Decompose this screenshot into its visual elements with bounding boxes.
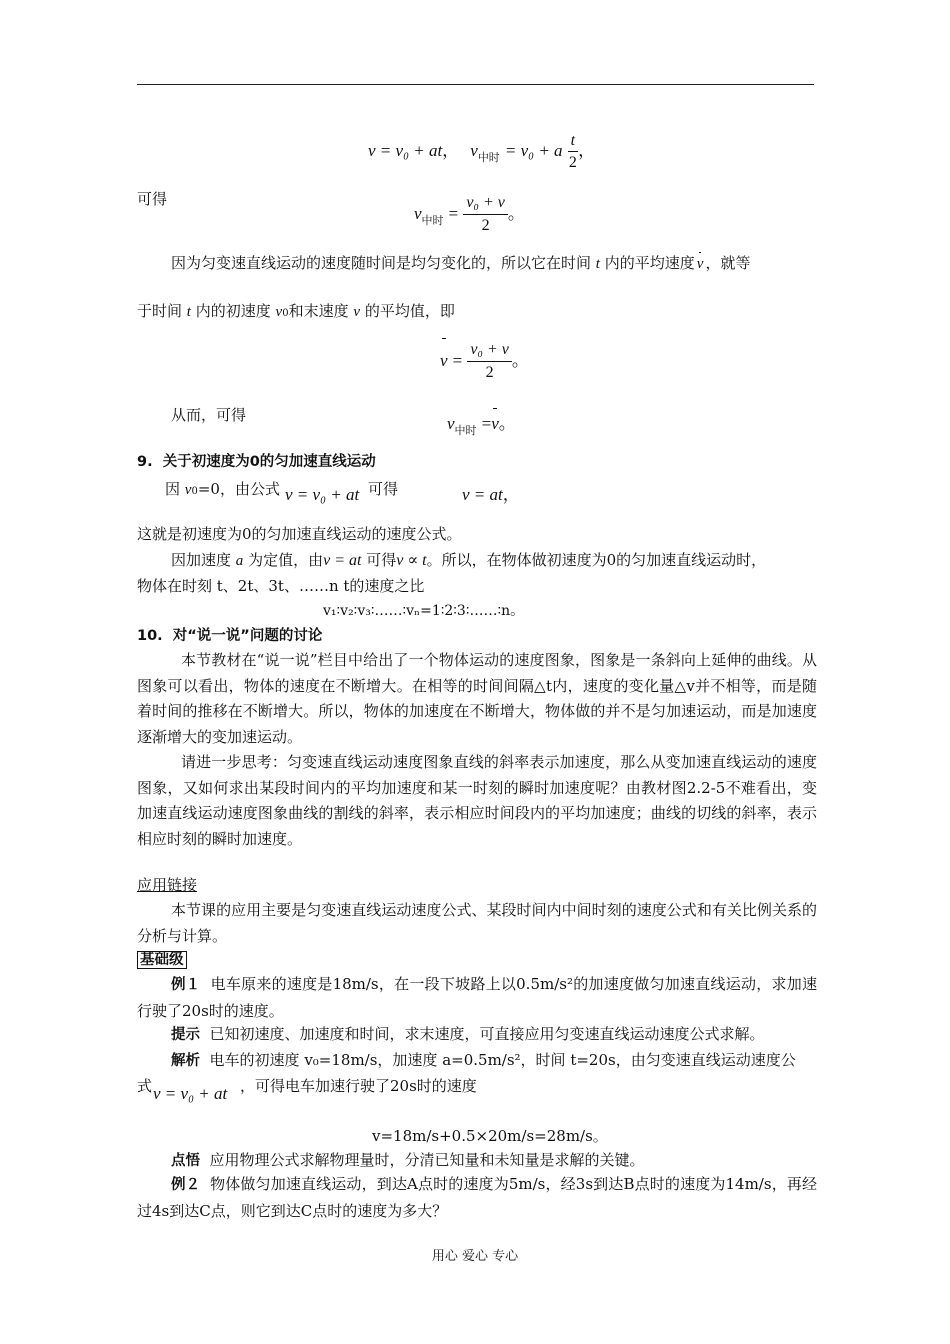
application-link-heading: 应用链接 [137,876,198,894]
section-10-heading: 10. 对“说一说”问题的讨论 [137,628,323,644]
example-1-label: 例１ [171,977,201,993]
solution-line1: 解析 电车的初速度 v₀=18m/s，加速度 a=0.5m/s²，时间 t=20s，由匀变速直线运动速度公 [171,1051,796,1069]
basic-level-tag: 基础级 [137,948,187,971]
section-9-line2: 这就是初速度为0的匀加速直线运动的速度公式。 [137,525,462,543]
equation-v-v0-at: v = v₀ + at [285,485,360,504]
equation-velocity-midtime: v = v₀ + at， $v_{中时} = v_0 + a$ $\frac{t}{2}$ ， [368,132,596,171]
header-rule [137,84,814,85]
equation-v-v0-at-2: v = v₀ + at [153,1084,228,1103]
equation-vmid-equals-vbar: $v_{中时} =v$。 [447,407,516,448]
application-link-paragraph: 本节课的应用主要是匀变速直线运动速度公式、某段时间内中间时刻的速度公式和有关比例关系的分析与计算。 [137,901,817,945]
solution-result: v=18m/s+0.5×20m/s=28m/s。 [372,1127,608,1145]
equation-vmid-average: $v_{中时}$ = $\frac{\text{v₀ + v}}{2}$ 。 [414,194,525,234]
label-congerkede: 从而，可得 [171,406,247,424]
vbar-symbol: v [697,251,704,277]
section-10-paragraph-1: 本节教材在“说一说”栏目中给出了一个物体运动的速度图象，图象是一条斜向上延伸的曲线。从图象可以看出，物体的速度在不断增大。在相等的时间间隔△t内，速度的变化量△v并不相等，而是随着时间的推移在不断增大。所以，物体的加速度在不断增大，物体做的并不是匀加速运动，而是加速度逐渐增大的变加速运动。 [137,651,817,746]
equation-v-at: v = at， [462,485,520,504]
section-10-paragraph-2: 请进一步思考：匀变速直线运动速度图象直线的斜率表示加速度，那么从变加速直线运动的速度图象，又如何求出某段时间内的平均加速度和某一时刻的瞬时加速度呢？由教材图2.2-5不难看出，变加速直线运动速度图象曲线的割线的斜率，表示相应时间段内的平均加速度；曲线的切线的斜率，表示相应时刻的瞬时加速度。 [137,753,817,848]
section-9-heading: 9. 关于初速度为0的匀加速直线运动 [137,454,376,470]
page-footer: 用心 爱心 专心 [431,1249,519,1264]
example-2-label: 例２ [171,1177,201,1193]
example-1: 例１ 电车原来的速度是18m/s，在一段下坡路上以0.5m/s²的加速度做匀加速直线运动，求加速行驶了20s时的速度。 [137,975,817,1020]
fraction-v0-plus-v-over-2: $\frac{\text{v₀ + v}}{2}$ [463,193,508,236]
fraction-t-over-2: $\frac{t}{2}$ [568,132,577,171]
section-9-line3: 因加速度 a 为定值，由v = at 可得v ∝ t。所以，在物体做初速度为0的匀加速直线运动时， [171,551,767,569]
solution-line2-suffix: ，可得电车加速行驶了20s时的速度 [240,1077,477,1095]
equation-vbar-average: v = $\frac{\text{v₀ + v}}{2}$ 。 [440,337,529,385]
section-9-line4: 物体在时刻 t、2t、3t、……n t的速度之比 [137,577,425,595]
paragraph-average-velocity-line2: 于时间 t 内的初速度 v0和末速度 v 的平均值，即 [137,302,455,320]
solution-line2-prefix: 式 [137,1077,153,1095]
label-kede-2: 可得 [368,480,399,498]
insight: 点悟 应用物理公式求解物理量时，分清已知量和未知量是求解的关键。 [171,1151,645,1169]
label-kede: 可得 [137,190,168,208]
example-2: 例２ 物体做匀加速直线运动，到达A点时的速度为5m/s，经3s到达B点时的速度为14m/s，再经过4s到达C点，则它到达C点时的速度为多大？ [137,1175,817,1220]
paragraph-average-velocity-line1: 因为匀变速直线运动的速度随时间是均匀变化的，所以它在时间 t 内的平均速度 v ，就等 [171,250,750,277]
velocity-ratio: v₁∶v₂∶v₃∶……∶vₙ=1∶2∶3∶……∶n。 [323,603,525,619]
hint: 提示 已知初速度、加速度和时间，求末速度，可直接应用匀变速直线运动速度公式求解。 [171,1025,765,1043]
section-9-line1: 因 v0=0，由公式 [165,480,280,498]
